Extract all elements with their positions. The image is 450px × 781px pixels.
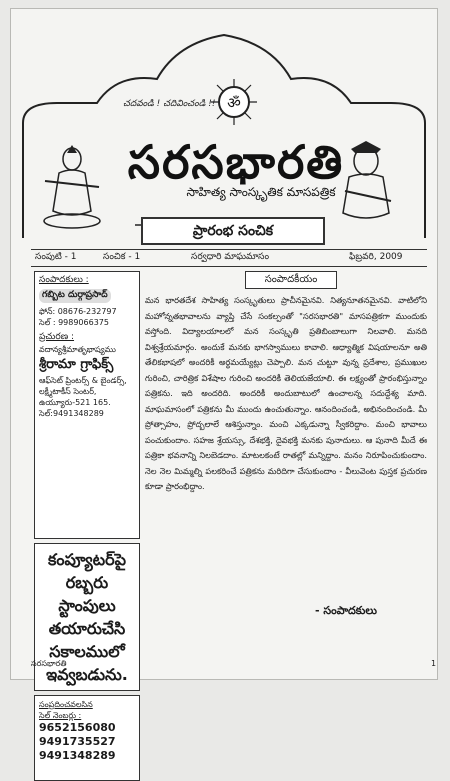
phone-heading-1: సంప్రదించవలసిన <box>39 700 93 709</box>
footer-title: సరసభారతి <box>31 659 67 668</box>
editorial-signature: - సంపాదకులు <box>315 604 377 617</box>
phone-box <box>34 695 140 781</box>
volume-info-bar <box>31 249 427 267</box>
editorial-heading: సంపాదకీయం <box>245 271 337 289</box>
svg-text:ॐ: ॐ <box>227 94 241 112</box>
phone-heading-2: సెల్ నెంబర్లు : <box>39 711 82 720</box>
ad-line-6: ఇవ్వబడును. <box>46 665 128 684</box>
issue-number: సంచిక - 1 <box>103 252 141 262</box>
printer-line-3: లక్ష్మీటాకీస్ సెంటర్, <box>39 387 97 396</box>
editorial-section <box>145 271 427 643</box>
volume-number: సంపుటి - 1 <box>35 252 77 262</box>
ad-line-4: తయారుచేసి <box>48 619 126 638</box>
om-emblem-icon <box>211 79 257 125</box>
issue-date: ఫిబ్రవరి, 2009 <box>349 252 403 262</box>
editor-heading: సంపాదకులు : <box>39 275 89 285</box>
printer-heading: ప్రచురణ : <box>39 332 75 342</box>
printer-line-1: వదాన్యశ్రీమాతృభాష్యము <box>39 345 116 354</box>
sidebar <box>34 271 140 781</box>
ad-line-3: స్టాంపులు <box>58 596 116 615</box>
editorial-body: మన భారతదేశ సాహిత్య సంస్కృతులు ప్రాచీనమైనవి. నిత్యనూతనమైనవి. వాటిలోని మహోన్నతభావాలను వ్యాప్తి చేసే సంకల్పంతో "సరసభారతి" మాసపత్రికగా ముందుకు వస్తోంది. విద్యాలయాలలో మన సంస్కృతి ప్రతిబింబాలుగా నిలవాలి. మనది విశ్వశ్రేయమార్గం. అందుకే మనకు భాగస్వాములు కావాలి. ఆధ్యాత్మిక విషయాలనూ అతి తేలికభాషలో అందరికీ అర్థమయ్యేట్లు చెప్పాలి. మన చుట్టూ వున్న ప్రదేశాల, ప్రముఖుల గురించి, చారిత్రిక విశేషాల గురించి అందరికీ తెలియజేయాలి. ఈ లక్ష్యంతో ప్రారంభిస్తున్నాం పత్రికను. ఇది అందరిది. అందరికీ అందుబాటులో ఉంచాలన్న సదుద్దేశ్య మాది. మాఘమాసంలో పత్రికను మీ ముందు ఉంచుతున్నాం. ఆనందించండి, అభినందించండి. మీ ప్రోత్సాహం, ప్రోద్బలాలే ఆశిస్తున్నాం. మంచి ఎక్కడున్నా స్వీకరిద్దాం. మంచి భావాలు పంచుకుందాం. సహజ శ్రేయస్సు, దేశభక్తి, దైవభక్తి మనకు పునాదులు. ఆ పునాది మీదే ఈ పత్రికా భవనాన్ని నిలబెడదాం. మాటలకంటే రాతల్లో మన్నిద్దాం. మనం నిరూపించుకుందాం. నెల నెల మిమ్మల్ని పలకరించే పత్రికను మరిదిగా చేసుకుందాం - వీలువెంట పుస్తక ప్రచురణ కూడా ప్రారంభిద్దాం. <box>145 295 427 491</box>
printer-line-4: ఉయ్యూరు-521 165. <box>39 398 111 407</box>
ad-line-1: కంప్యూటర్‌పై <box>48 550 126 569</box>
phone-number-2: 9491735527 <box>39 735 116 748</box>
page-number: 1 <box>431 659 437 668</box>
goddess-right-illustration <box>331 141 401 231</box>
phone-number-1: 9652156080 <box>39 721 116 734</box>
goddess-left-illustration <box>37 141 107 231</box>
magazine-subtitle: సాహిత్య సాంస్కృతిక మాసపత్రిక <box>186 185 336 199</box>
contact-box <box>34 271 140 539</box>
editor-cell: సెల్ : 9989066375 <box>39 318 109 327</box>
printer-name: శ్రీరామా గ్రాఫిక్స్ <box>39 357 114 372</box>
editor-phone: ఫోన్: 08676-232797 <box>39 307 117 316</box>
magazine-page <box>10 8 438 762</box>
ad-line-2: రబ్బరు <box>65 573 109 592</box>
printer-cell: సెల్:9491348289 <box>39 409 104 418</box>
printer-line-2: ఆఫ్‌సెట్ ప్రింటర్స్ & బైండర్స్, <box>39 376 127 385</box>
magazine-title: సరసభారతి <box>127 135 345 189</box>
ad-line-5: సకాలములో <box>49 642 125 661</box>
edition-label: ప్రారంభ సంచిక <box>141 217 325 245</box>
editor-name: గబ్బిట దుర్గాప్రసాద్ <box>39 289 111 303</box>
month-name: సర్వధారి మాఘమాసం <box>191 252 270 262</box>
phone-number-3: 9491348289 <box>39 749 116 762</box>
tagline-left: చదవండి ! చదివించండి !! <box>123 99 216 109</box>
